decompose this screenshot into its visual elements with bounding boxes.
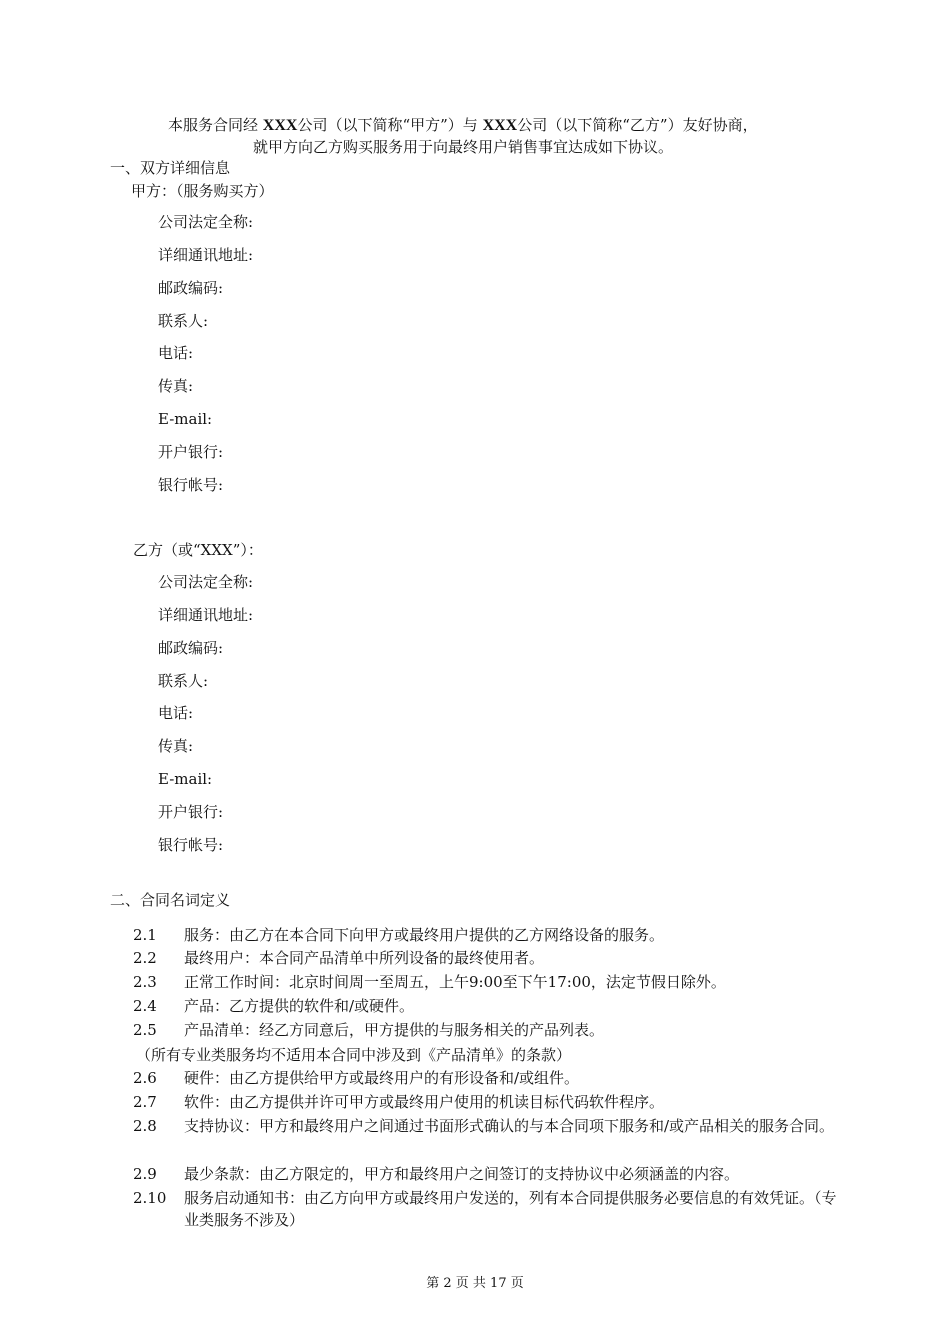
definition-number: 2.7 xyxy=(133,1093,157,1111)
definition-text: 最少条款：由乙方限定的，甲方和最终用户之间签订的支持协议中必须涵盖的内容。 xyxy=(184,1165,740,1183)
party-a-field-email: E-mail: xyxy=(158,410,213,428)
party-a-field-company-name: 公司法定全称: xyxy=(158,213,254,231)
party-b-field-postcode: 邮政编码: xyxy=(158,639,224,657)
definition-text: 服务：由乙方在本合同下向甲方或最终用户提供的乙方网络设备的服务。 xyxy=(184,926,665,944)
definition-number: 2.4 xyxy=(133,997,157,1015)
professional-services-note: （所有专业类服务均不适用本合同中涉及到《产品清单》的条款） xyxy=(136,1046,572,1064)
definition-text: 硬件：由乙方提供给甲方或最终用户的有形设备和/或组件。 xyxy=(184,1069,580,1087)
intro-line1-post: 公司（以下简称“乙方”）友好协商， xyxy=(517,116,758,134)
party-b-field-bank: 开户银行: xyxy=(158,803,224,821)
section-1-title: 一、双方详细信息 xyxy=(110,159,231,177)
party-b-field-fax: 传真: xyxy=(158,737,194,755)
party-b-field-company-name: 公司法定全称: xyxy=(158,573,254,591)
party-a-field-bank: 开户银行: xyxy=(158,443,224,461)
intro-line1-mid: 公司（以下简称“甲方”）与 xyxy=(297,116,483,134)
party-b-field-address: 详细通讯地址: xyxy=(158,606,254,624)
definition-number: 2.9 xyxy=(133,1165,157,1183)
definition-number: 2.1 xyxy=(133,926,157,944)
party-a-name: XXX xyxy=(262,117,298,134)
intro-line-1 xyxy=(168,115,758,136)
definition-number: 2.3 xyxy=(133,973,157,991)
definition-number: 2.5 xyxy=(133,1021,157,1039)
party-b-field-account: 银行帐号: xyxy=(158,836,224,854)
definition-text: 服务启动通知书：由乙方向甲方或最终用户发送的，列有本合同提供服务必要信息的有效凭证。（专业类服务不涉及） xyxy=(184,1189,837,1229)
definition-number: 2.8 xyxy=(133,1117,157,1135)
party-a-field-contact: 联系人: xyxy=(158,312,209,330)
definition-text: 产品：乙方提供的软件和/或硬件。 xyxy=(184,997,415,1015)
party-a-field-phone: 电话: xyxy=(158,344,194,362)
intro-line1-pre: 本服务合同经 xyxy=(168,116,263,134)
definition-number: 2.2 xyxy=(133,949,157,967)
definition-number: 2.6 xyxy=(133,1069,157,1087)
definition-text: 最终用户：本合同产品清单中所列设备的最终使用者。 xyxy=(184,949,545,967)
definition-number: 2.10 xyxy=(133,1189,167,1207)
party-b-heading: 乙方（或“XXX”）： xyxy=(133,541,263,559)
intro-line-2: 就甲方向乙方购买服务用于向最终用户销售事宜达成如下协议。 xyxy=(253,138,674,156)
definition-text: 正常工作时间：北京时间周一至周五，上午9:00至下午17:00，法定节假日除外。 xyxy=(184,973,726,991)
party-a-heading: 甲方：（服务购买方） xyxy=(131,182,274,200)
party-a-field-fax: 传真: xyxy=(158,377,194,395)
section-2-title: 二、合同名词定义 xyxy=(110,891,231,909)
definition-text: 产品清单：经乙方同意后，甲方提供的与服务相关的产品列表。 xyxy=(184,1021,605,1039)
party-b-field-contact: 联系人: xyxy=(158,672,209,690)
page-number-footer: 第 2 页 共 17 页 xyxy=(426,1276,524,1291)
party-a-field-account: 银行帐号: xyxy=(158,476,224,494)
party-a-field-address: 详细通讯地址: xyxy=(158,246,254,264)
definition-text: 软件：由乙方提供并许可甲方或最终用户使用的机读目标代码软件程序。 xyxy=(184,1093,665,1111)
party-b-name: XXX xyxy=(482,117,518,134)
party-a-field-postcode: 邮政编码: xyxy=(158,279,224,297)
party-b-field-phone: 电话: xyxy=(158,704,194,722)
party-b-field-email: E-mail: xyxy=(158,770,213,788)
definition-text: 支持协议：甲方和最终用户之间通过书面形式确认的与本合同项下服务和/或产品相关的服务合同。 xyxy=(184,1117,835,1135)
